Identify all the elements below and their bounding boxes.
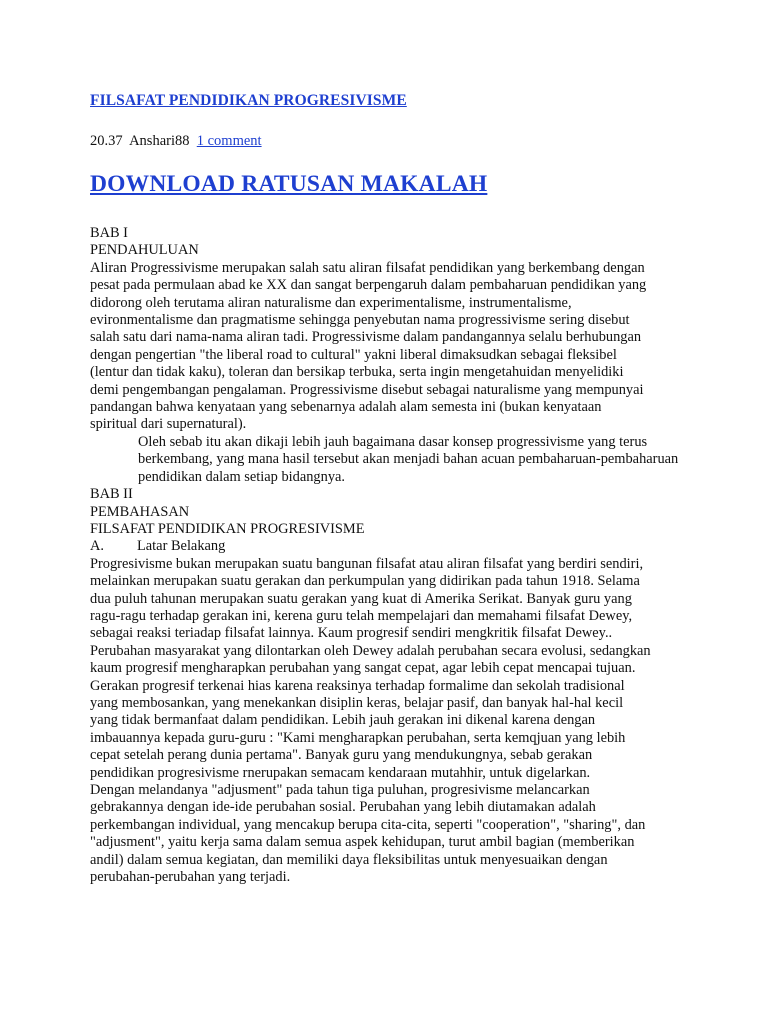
paragraph-line: Perubahan masyarakat yang dilontarkan oleh Dewey adalah perubahan secara evolusi, sedangkan — [90, 642, 651, 659]
paragraph-line: pandangan bahwa kenyataan yang sebenarnya adalah alam semesta ini (bukan kenyataan — [90, 399, 602, 416]
subsection-title: Latar Belakang — [137, 538, 226, 555]
chapter-title-2: PEMBAHASAN — [90, 503, 190, 520]
paragraph-line: yang tidak bermanfaat dalam pendidikan. Lebih jauh gerakan ini dikenal karena dengan — [90, 712, 596, 729]
paragraph-line: melainkan merupakan suatu gerakan dan perkumpulan yang didirikan pada tahun 1918. Selama — [90, 573, 640, 590]
post-author: Anshari88 — [129, 133, 190, 149]
paragraph-line: "adjusment", yaitu kerja sama dalam semua aspek kehidupan, turut ambil bagian (memberikan — [90, 834, 635, 851]
paragraph-line: evironmentalisme dan pragmatisme sehingga penyebutan nama progressivisme sering disebut — [90, 312, 630, 329]
section-title: FILSAFAT PENDIDIKAN PROGRESIVISME — [90, 520, 365, 537]
download-makalah-link[interactable]: DOWNLOAD RATUSAN MAKALAH — [90, 171, 488, 197]
blog-post — [90, 92, 685, 886]
paragraph-line: kaum progresif mengharapkan perubahan yang sangat cepat, agar lebih cepat mencapai tujuan. — [90, 660, 636, 677]
post-time: 20.37 — [90, 133, 123, 149]
post-title-link[interactable]: FILSAFAT PENDIDIKAN PROGRESIVISME — [90, 92, 407, 109]
subsection-letter: A. — [90, 538, 104, 555]
paragraph-line: dengan pengertian "the liberal road to cultural" yakni liberal dimaksudkan sebagai fleksibel — [90, 346, 617, 363]
post-body — [90, 225, 685, 886]
paragraph-line: Dengan melandanya "adjusment" pada tahun tiga puluhan, progresivisme melancarkan — [90, 782, 590, 798]
paragraph-line: sebagai reaksi teriadap filsafat lainnya. Kaum progresif sendiri mengkritik filsafat Dewey.. — [90, 625, 613, 642]
paragraph-background — [90, 556, 685, 887]
paragraph-line: perkembangan individual, yang mencakup berupa cita-cita, seperti "cooperation", "sharing", dan — [90, 816, 646, 833]
paragraph-line: cepat setelah perang dunia pertama". Banyak guru yang mendukungnya, sebab gerakan — [90, 747, 593, 764]
paragraph-line: ragu-ragu terhadap gerakan ini, kerena guru telah mempelajari dan memahami filsafat Dewey, — [90, 607, 633, 624]
post-meta — [90, 132, 685, 150]
paragraph-line: pesat pada permulaan abad ke XX dan sangat berpengaruh dalam pembaharuan pendidikan yang — [90, 277, 647, 294]
paragraph-line: pendidikan dalam setiap bidangnya. — [138, 468, 346, 485]
paragraph-line: demi pengembangan pengalaman. Progressivisme disebut sebagai naturalisme yang mempunyai — [90, 381, 644, 398]
paragraph-line: Oleh sebab itu akan dikaji lebih jauh bagaimana dasar konsep progressivisme yang terus — [138, 433, 648, 450]
paragraph-line: yang membosankan, yang menekankan disiplin keras, belajar pasif, dan banyak hal-hal kecil — [90, 694, 624, 711]
paragraph-line: berkembang, yang mana hasil tersebut akan menjadi bahan acuan pembaharuan-pembaharuan — [138, 451, 679, 468]
paragraph-line: (lentur dan tidak kaku), toleran dan bersikap terbuka, serta ingin mengetahuidan menyelidiki — [90, 364, 624, 381]
paragraph-line: Aliran Progressivisme merupakan salah satu aliran filsafat pendidikan yang berkembang dengan — [90, 259, 645, 276]
chapter-heading-2: BAB II — [90, 486, 133, 503]
paragraph-introduction — [90, 260, 685, 434]
paragraph-line: pendidikan progresivisme rnerupakan semacam kendaraan mutahhir, untuk digelarkan. — [90, 764, 591, 781]
paragraph-line: Progresivisme bukan merupakan suatu bangunan filsafat atau aliran filsafat yang berdiri sendiri, — [90, 555, 644, 572]
paragraph-line: dua puluh tahunan merupakan suatu gerakan yang kuat di Amerika Serikat. Banyak guru yang — [90, 590, 632, 607]
paragraph-line: didorong oleh terutama aliran naturalisme dan experimentalisme, instrumentalisme, — [90, 294, 572, 311]
chapter-heading-1: BAB I — [90, 225, 128, 241]
paragraph-line: imbauannya kepada guru-guru : "Kami mengharapkan perubahan, serta kemqjuan yang lebih — [90, 729, 626, 746]
paragraph-line: spiritual dari supernatural). — [90, 416, 247, 433]
paragraph-line: Gerakan progresif terkenai hias karena reaksinya terhadap formalime dan sekolah tradisional — [90, 677, 625, 694]
paragraph-line: salah satu dari nama-nama aliran tadi. Progressivisme dalam pandangannya selalu berhubungan — [90, 329, 642, 346]
paragraph-purpose — [90, 434, 685, 486]
paragraph-line: gebrakannya dengan ide-ide perubahan sosial. Perubahan yang lebih diutamakan adalah — [90, 799, 596, 816]
chapter-title-1: PENDAHULUAN — [90, 242, 199, 259]
paragraph-line: perubahan-perubahan yang terjadi. — [90, 869, 291, 886]
subsection-heading — [90, 538, 685, 555]
comments-link[interactable]: 1 comment — [196, 133, 262, 149]
paragraph-line: andil) dalam semua kegiatan, dan memiliki daya fleksibilitas untuk menyesuaikan dengan — [90, 851, 608, 868]
